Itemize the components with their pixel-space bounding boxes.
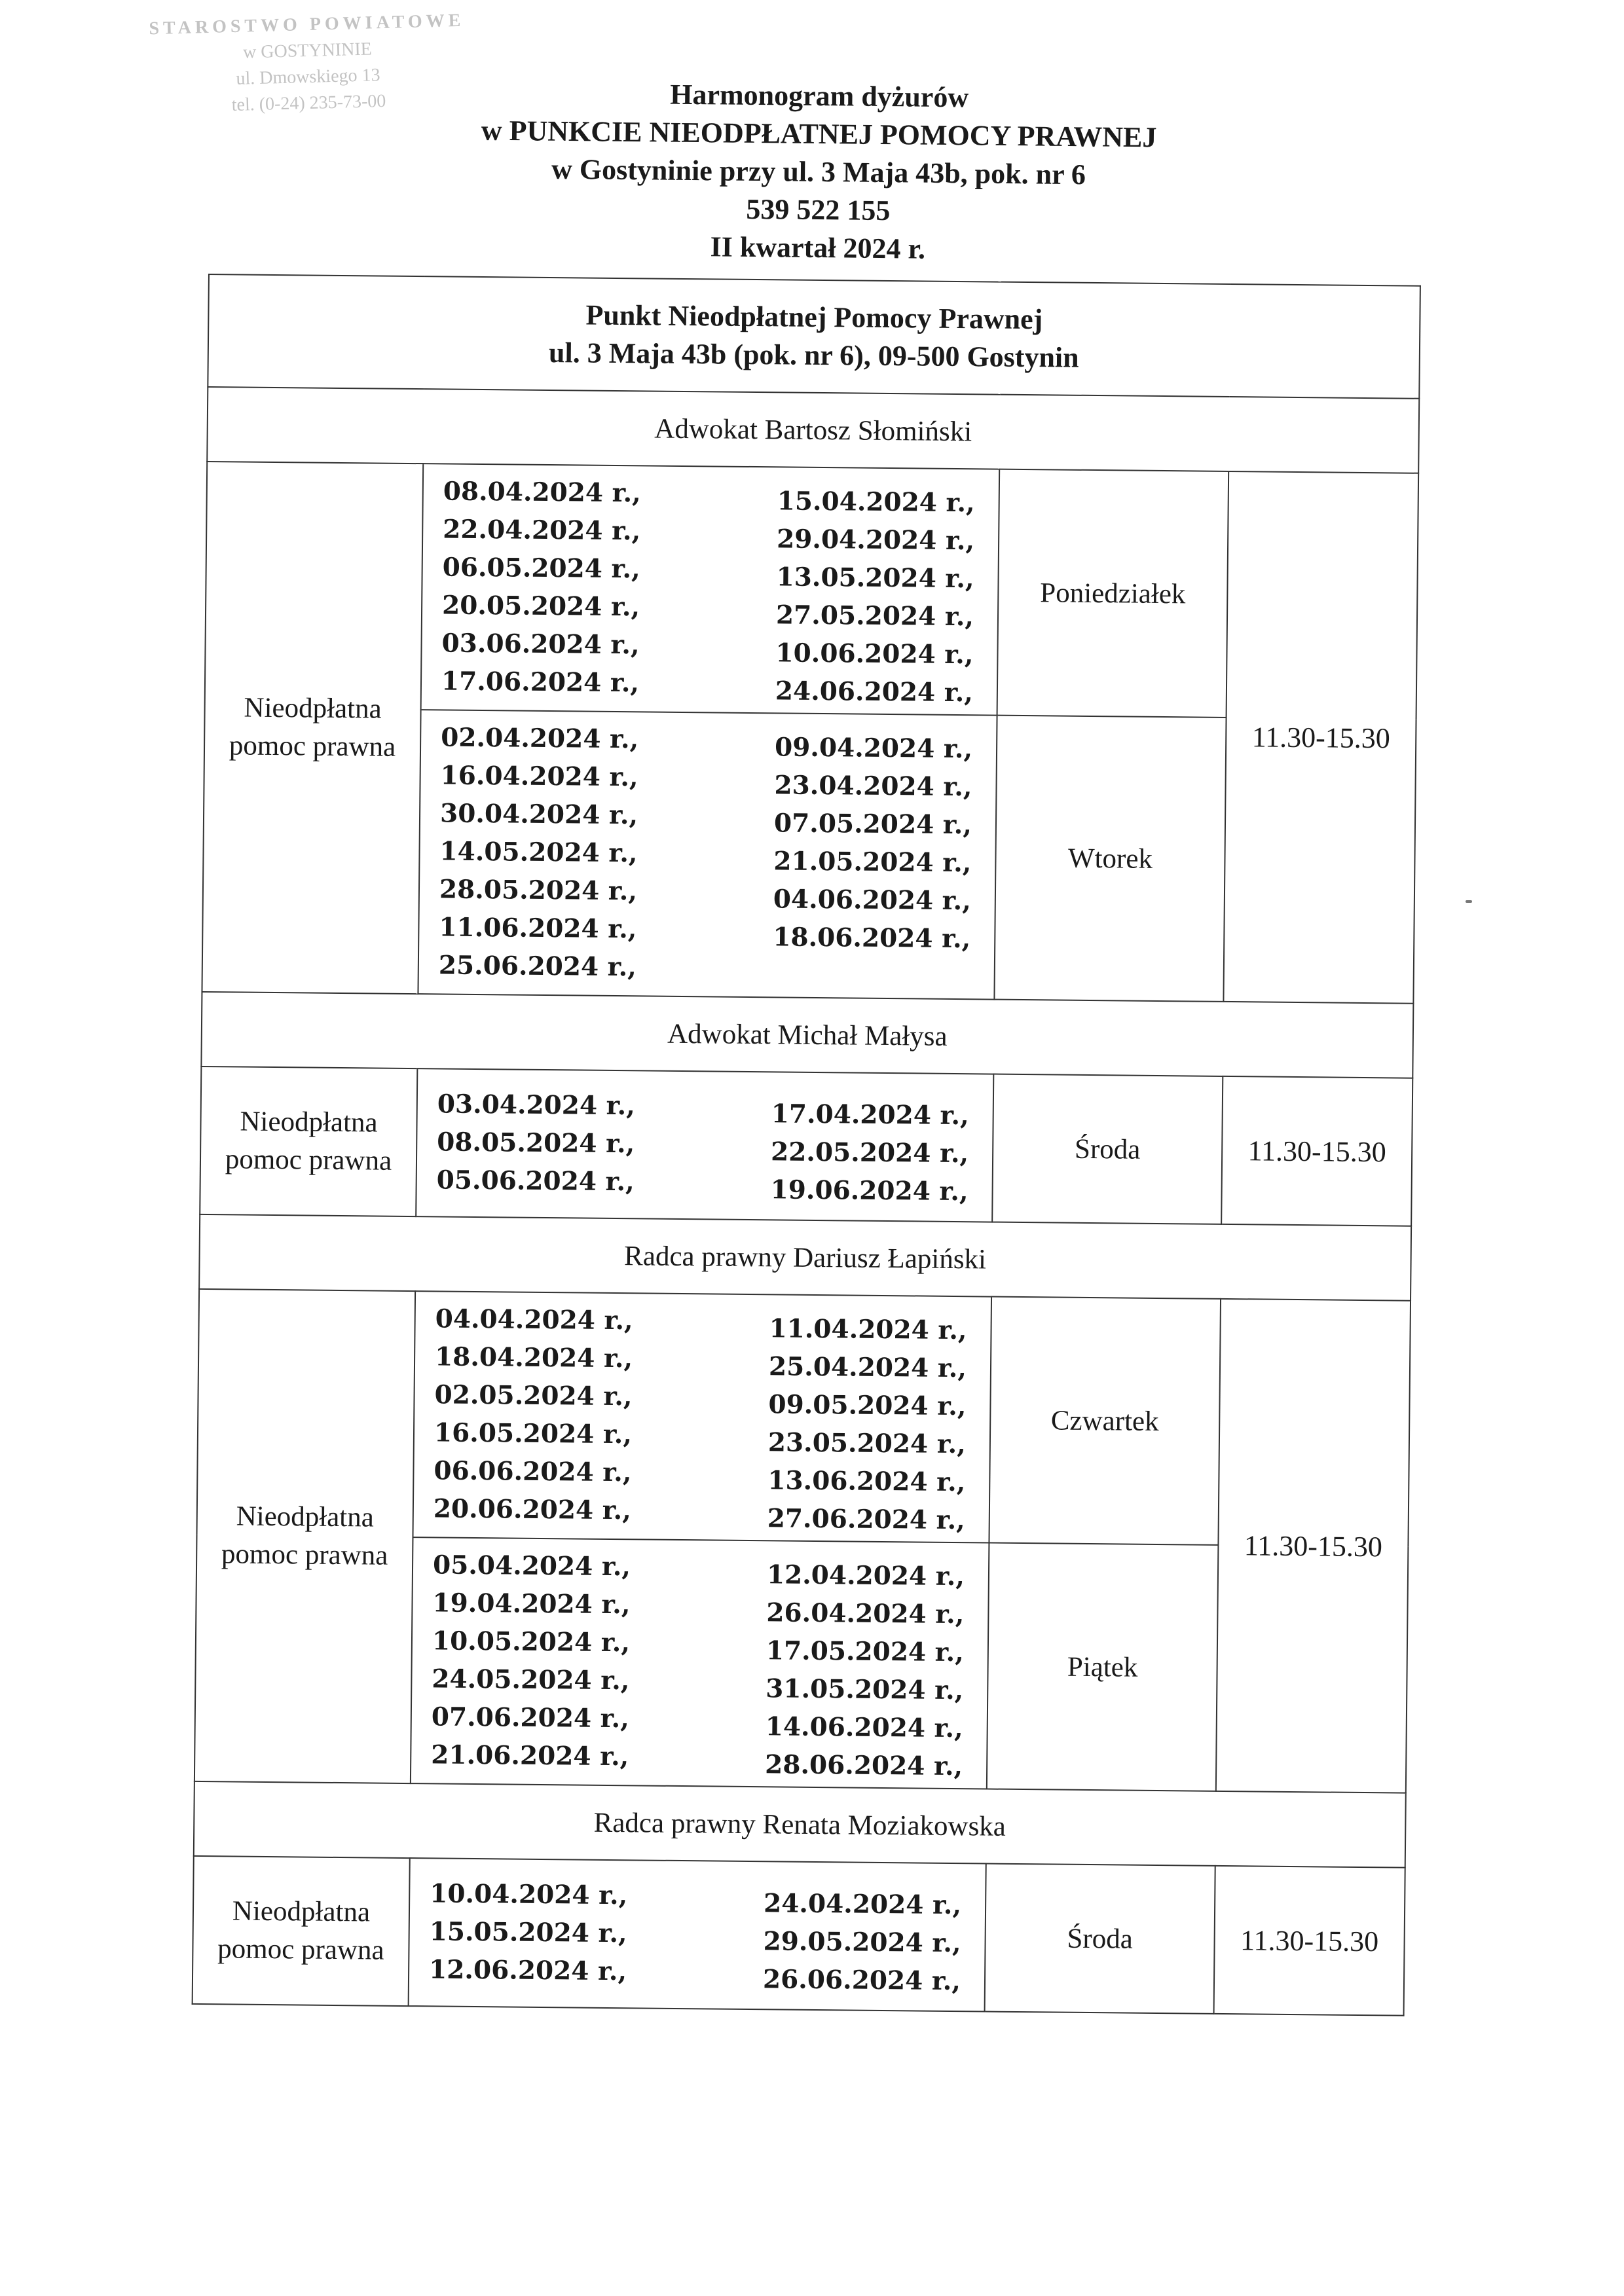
header-line-address: w Gostyninie przy ul. 3 Maja 43b, pok. nr 6 — [551, 153, 1086, 191]
dates-grid — [433, 1300, 978, 1536]
duty-hours: 11.30-15.30 — [1223, 471, 1418, 1004]
duty-date: 06.05.2024 r., — [442, 552, 640, 585]
duty-date: 05.04.2024 r., — [432, 1550, 631, 1582]
duty-date: 28.06.2024 r., — [764, 1749, 963, 1782]
document-header — [392, 73, 1246, 272]
duty-date: 07.06.2024 r., — [431, 1702, 630, 1734]
duty-date: 16.05.2024 r., — [434, 1417, 633, 1450]
duty-date: 20.05.2024 r., — [441, 590, 640, 623]
weekday: Środa — [985, 1864, 1215, 2014]
header-line-office: w PUNKCIE NIEODPŁATNEJ POMOCY PRAWNEJ — [481, 114, 1157, 154]
service-category-line: pomoc prawna — [229, 730, 396, 763]
duty-date: 28.05.2024 r., — [439, 874, 638, 907]
duty-date: 30.04.2024 r., — [439, 798, 638, 831]
lawyer-row — [194, 1781, 1406, 1868]
dates-cell — [416, 1068, 993, 1222]
duty-date: 18.04.2024 r., — [434, 1341, 633, 1374]
duty-date: 23.04.2024 r., — [774, 770, 972, 803]
lawyer-name: Radca prawny Renata Moziakowska — [194, 1781, 1406, 1868]
service-category — [202, 462, 423, 994]
table-heading — [208, 274, 1420, 399]
schedule-row — [193, 1856, 1405, 2016]
dates-cell — [409, 1858, 986, 2011]
schedule-row — [197, 1289, 1411, 1547]
duty-date: 26.06.2024 r., — [762, 1964, 961, 1997]
duty-date: 13.06.2024 r., — [767, 1465, 966, 1498]
lawyer-row — [199, 1214, 1411, 1301]
duty-date: 21.06.2024 r., — [431, 1740, 629, 1772]
duty-date: 29.04.2024 r., — [776, 524, 975, 556]
stamp-line: tel. (0-24) 235-73-00 — [231, 90, 386, 116]
schedule-table — [192, 274, 1421, 2016]
service-category-line: Nieodpłatna — [236, 1501, 375, 1533]
duty-date: 11.04.2024 r., — [769, 1313, 967, 1346]
header-phone: 539 522 155 — [746, 192, 891, 227]
duty-date: 08.05.2024 r., — [437, 1127, 635, 1159]
lawyer-row — [201, 992, 1413, 1078]
schedule-row — [205, 462, 1419, 720]
table-heading-row — [208, 274, 1420, 399]
duty-date: 12.06.2024 r., — [428, 1954, 627, 1987]
lawyer-name: Adwokat Michał Małysa — [201, 992, 1413, 1078]
duty-date: 24.04.2024 r., — [763, 1888, 962, 1921]
duty-date: 24.05.2024 r., — [432, 1664, 630, 1696]
weekday: Wtorek — [994, 716, 1226, 1002]
duty-date: 04.06.2024 r., — [773, 884, 972, 917]
duty-date: 27.06.2024 r., — [767, 1503, 965, 1536]
duty-date: 29.05.2024 r., — [763, 1926, 961, 1959]
duty-hours: 11.30-15.30 — [1214, 1866, 1405, 2016]
service-category — [200, 1066, 417, 1216]
stamp-line: STAROSTWO POWIATOWE — [149, 10, 465, 39]
duty-date: 03.04.2024 r., — [437, 1089, 636, 1121]
service-category-line: Nieodpłatna — [240, 1106, 378, 1139]
duty-date: 16.04.2024 r., — [440, 760, 638, 793]
duty-date: 06.06.2024 r., — [434, 1455, 632, 1488]
service-category-line: Nieodpłatna — [244, 692, 382, 725]
stamp-line: ul. Dmowskiego 13 — [236, 65, 380, 89]
duty-date: 09.05.2024 r., — [768, 1389, 967, 1422]
dates-grid — [428, 1874, 972, 1997]
duty-date: 23.05.2024 r., — [767, 1427, 967, 1460]
duty-date: 14.06.2024 r., — [765, 1711, 963, 1744]
duty-date: 12.04.2024 r., — [766, 1559, 965, 1592]
duty-date: 17.06.2024 r., — [441, 666, 640, 699]
lawyer-name: Radca prawny Dariusz Łapiński — [199, 1214, 1411, 1301]
schedule-row — [200, 1066, 1412, 1226]
duty-date: 17.05.2024 r., — [766, 1635, 965, 1668]
weekday: Środa — [992, 1074, 1223, 1224]
weekday: Czwartek — [989, 1297, 1221, 1545]
duty-date: 09.04.2024 r., — [774, 732, 973, 765]
service-category-line: pomoc prawna — [217, 1933, 384, 1966]
duty-date: 22.05.2024 r., — [770, 1137, 969, 1169]
dates-cell — [418, 710, 997, 999]
duty-date: 10.04.2024 r., — [430, 1878, 628, 1911]
stamp-line: w GOSTYNINIE — [242, 39, 373, 63]
weekday: Piątek — [987, 1543, 1219, 1791]
dates-grid — [436, 1085, 980, 1207]
table-heading-title: Punkt Nieodpłatnej Pomocy Prawnej — [585, 299, 1043, 336]
duty-date: 25.04.2024 r., — [768, 1351, 967, 1384]
duty-date: 04.04.2024 r., — [435, 1303, 633, 1336]
duty-date: 05.06.2024 r., — [436, 1165, 635, 1197]
duty-date: 31.05.2024 r., — [766, 1673, 964, 1706]
duty-date: 02.05.2024 r., — [434, 1379, 633, 1412]
weekday: Poniedziałek — [997, 469, 1229, 718]
duty-date: 15.04.2024 r., — [777, 486, 975, 519]
service-category-line: pomoc prawna — [225, 1144, 392, 1176]
duty-hours: 11.30-15.30 — [1221, 1076, 1412, 1226]
duty-date: 26.04.2024 r., — [766, 1597, 965, 1630]
dates-cell — [421, 464, 1000, 715]
duty-date: 08.04.2024 r., — [443, 476, 641, 509]
duty-date: 25.06.2024 r., — [438, 950, 637, 983]
dates-grid — [439, 718, 984, 989]
duty-date: 15.05.2024 r., — [429, 1916, 627, 1949]
service-category — [193, 1856, 410, 2006]
dates-cell — [413, 1291, 991, 1542]
document-title: Harmonogram dyżurów — [670, 78, 969, 114]
duty-date: 07.05.2024 r., — [773, 808, 972, 841]
duty-date: 19.06.2024 r., — [770, 1175, 969, 1207]
duty-date: 17.04.2024 r., — [771, 1099, 969, 1131]
duty-date: 24.06.2024 r., — [775, 676, 974, 708]
duty-date: 02.04.2024 r., — [440, 722, 639, 755]
lawyer-row — [207, 387, 1419, 473]
duty-date: 11.06.2024 r., — [439, 912, 637, 945]
duty-date: 27.05.2024 r., — [775, 600, 974, 632]
duty-date: 22.04.2024 r., — [443, 514, 641, 547]
duty-date: 10.06.2024 r., — [775, 638, 974, 670]
dates-grid — [431, 1546, 975, 1782]
duty-date — [772, 956, 981, 996]
service-category-line: pomoc prawna — [221, 1539, 388, 1571]
duty-date: 19.04.2024 r., — [432, 1588, 631, 1620]
duty-date: 14.05.2024 r., — [439, 836, 638, 869]
dates-cell — [411, 1537, 989, 1789]
scan-mark — [1466, 900, 1472, 903]
duty-date: 10.05.2024 r., — [432, 1626, 631, 1658]
lawyer-name: Adwokat Bartosz Słomiński — [207, 387, 1419, 473]
lawyer-groups — [193, 387, 1420, 2016]
duty-date: 20.06.2024 r., — [433, 1493, 632, 1526]
duty-date: 13.05.2024 r., — [776, 562, 974, 594]
duty-date: 18.06.2024 r., — [773, 922, 971, 955]
duty-hours: 11.30-15.30 — [1216, 1299, 1411, 1793]
header-period: II kwartał 2024 r. — [710, 230, 926, 265]
table-heading-address: ul. 3 Maja 43b (pok. nr 6), 09-500 Gostynin — [548, 336, 1079, 374]
schedule-sheet — [192, 274, 1420, 2016]
service-category — [194, 1289, 415, 1783]
dates-grid — [441, 472, 986, 708]
service-category-line: Nieodpłatna — [232, 1895, 371, 1928]
duty-date: 21.05.2024 r., — [773, 846, 972, 879]
duty-date: 03.06.2024 r., — [441, 628, 640, 661]
